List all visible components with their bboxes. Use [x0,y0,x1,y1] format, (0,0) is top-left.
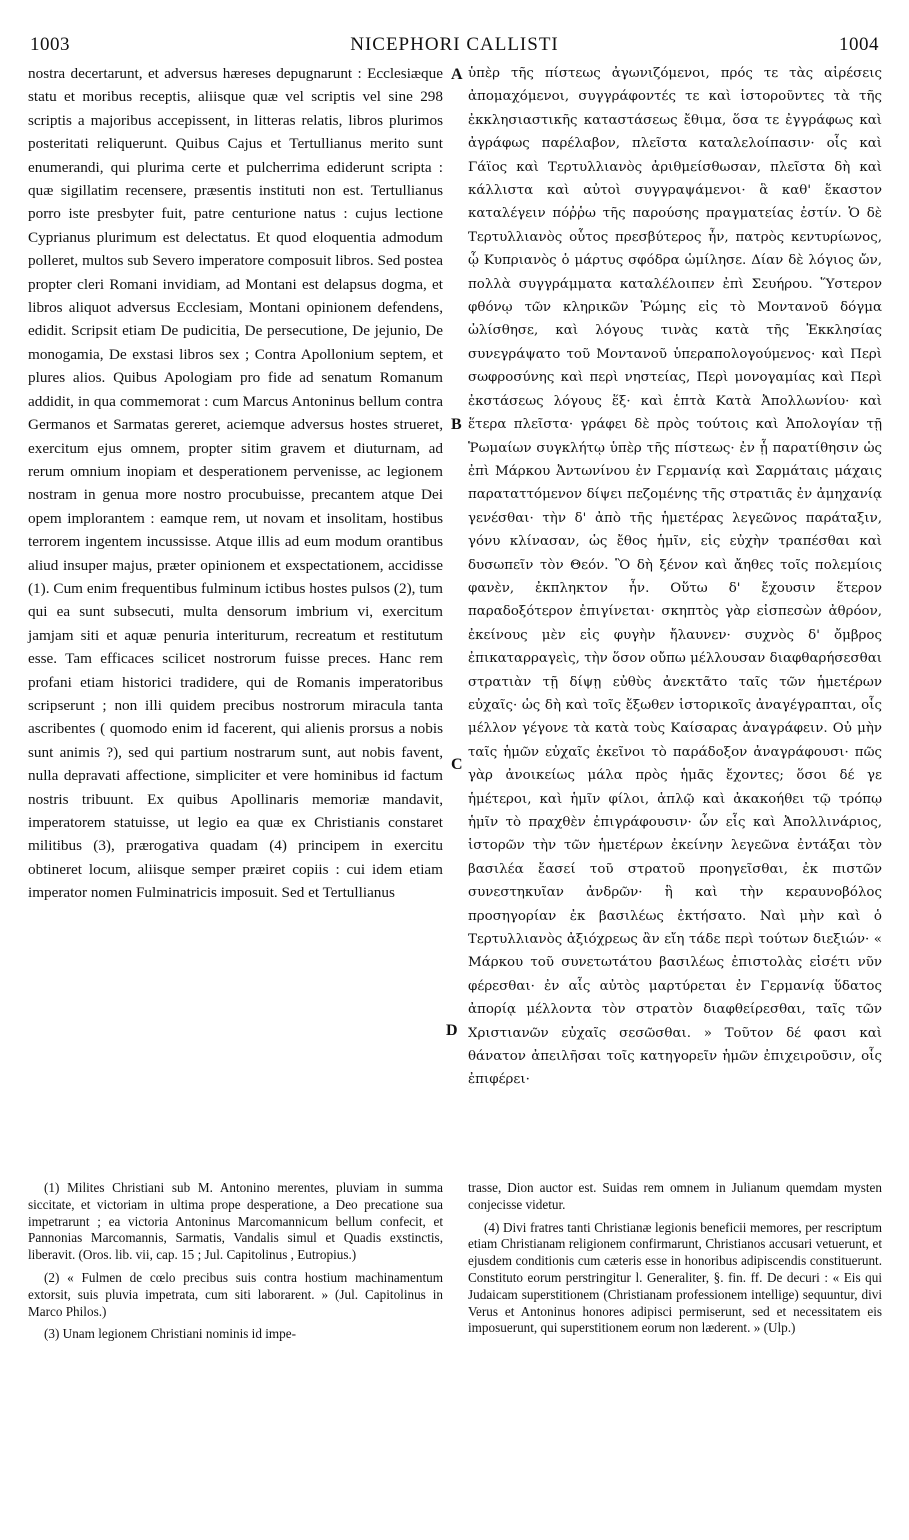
footnote-2: (2) « Fulmen de cœlo precibus suis contra hostium machinamentum extorsit, suis pluvia impetrata, cum siti laborarent. » (Jul. Capitolinus in Marco Philos.) [28,1269,443,1319]
footnote-3: (3) Unam legionem Christiani nominis id impe- [44,1326,296,1342]
footnotes-right [468,1180,882,1343]
footnote-4: (4) Divi fratres tanti Christianæ legionis beneficii memores, per rescriptum etiam Christianam religionem confirmarunt, Christianos accusari vetuerunt, et ejusdem conditionis cum cæteris esse in honoribus adipiscendis constituerunt. Constituto eorum perstringitur l. Generaliter, §. fin. ff. De decuri : « Eis qui Judaicam superstitionem (Christianam professionem intellige) sequuntur, divi Verus et Antoninus honores adipisci permiserunt, sed et necessitatem eis imposuerunt, qui superstitionem eorum non læderent. » (Ulp.) [468,1219,882,1336]
page-number-right: 1004 [839,34,879,55]
page-number-left: 1003 [30,34,70,55]
latin-column [28,62,443,905]
section-marker-c: C [451,756,463,773]
footnotes-left [28,1180,443,1349]
footnote-3-continued: trasse, Dion auctor est. Suidas rem omnem in Julianum quemdam mysten conjecisse videtur. [468,1180,882,1212]
latin-text: nostra decertarunt, et adversus hæreses depugnarunt : Ecclesiæque statu et moribus receptis, aliisque quæ vel scriptis vel sine 298 scriptis a majoribus accepissent, in litteras relatis, libros plurimos posteritati reliquerunt. Quibus Cajus et Tertullianus merito sunt enumerandi, qui plurima certe et pulcherrima ediderunt scripta : quæ sigillatim recensere, præsentis instituti non est. Tertullianus porro iste presbyter fuit, patre centurione natus : cujus lectione Cyprianus plurimum est delectatus. Et quod eloquentia admodum polleret, multos sub Severo imperatore composuit libros. Sed postea propter cleri Romani invidiam, ad Montani est delapsus dogma, et libros aliquot adversus Ecclesiam, Montani opinionem defendens, edidit. Scripsit etiam De pudicitia, De persecutione, De jejunio, De monogamia, De exstasi libros sex ; Contra Apollonium septem, et plures alios. Quibus Apologiam pro fide ad senatum Romanum addidit, in qua commemorat : cum Marcus Antoninus bellum contra Germanos et Sarmatas gereret, aciemque adversus hostes strueret, exercitum ejus omnem, propter sitim gravem et diuturnam, ad rerum omnium inopiam et desperationem pervenisse, ac legionem nostram in genua more nostro procubuisse, precantem atque Dei opem implorantem : eamque rem, ut novam et insolitam, hostibus terrorem ingentem incussisse. Atque illis ad eum modum orantibus aliud insuper majus, præter opinionem et exspectationem, accidisse (1). Cum enim frequentibus fulminum ictibus hostes pulsos (2), tum qui ea sunt subsecuti, multa densorum imbrium vi, exercitum jamjam siti et aquæ penuria interiturum, recreatum et restitutum esse. Tam efficaces scilicet nostrorum fuisse preces. Hanc rem profani etiam historici tradidere, qui de Romanis imperatoribus scripserunt ; non illi quidem precibus nostrorum miracula tanta ascribentes ( quomodo enim id facerent, qui alienis prorsus a nobis sunt animis ?), sed qui partium nostrarum sunt, aut nobis favent, nulla depravati affectione, simpliciter et vere hominibus id factum nostris tribuunt. Ex quibus Apollinaris memoriæ mandavit, imperatorem statuisse, ut legio ea quæ ex Christianis constaret militibus (3), prærogativa quadam (4) principem in exercitu obtineret locum, aliisque semper præiret copiis : cui idem etiam imperator nomen Fulminatricis imposuit. Sed et Tertullianus [28,65,443,902]
section-marker-a: A [451,66,463,83]
greek-text: ὑπὲρ τῆς πίστεως ἀγωνιζόμενοι, πρός τε τὰς αἱρέσεις ἀπομαχόμενοι, συγγράφοντές τε καὶ ἱστοροῦντες τὰ τῆς ἐκκλησιαστικῆς καταστάσεως ἔθιμα, ὅσα τε ἐγγράφως καὶ ἀγράφως παρέλαβον, πλεῖστα καταλελοίπασιν· οἷς καὶ Γάϊος καὶ Τερτυλλιανὸς ἀριθμείσθωσαν, πλεῖστα δὴ καὶ κάλλιστα καὶ αὐτοὶ συγγραψάμενοι· ἃ καθ' ἕκαστον καταλέγειν πόῤῥω τῆς παρούσης πραγματείας ἐστίν. Ὁ δὲ Τερτυλλιανὸς οὗτος πρεσβύτερος ἦν, πατρὸς κεντυρίωνος, ᾧ Κυπριανὸς ὁ μάρτυς σφόδρα ὡμίλησε. Δίαν δὲ λόγιος ὤν, πολλὰ συγγράμματα καταλέλοιπεν ἐπὶ Σευήρου. Ὕστερον φθόνῳ τῶν κληρικῶν Ῥώμης εἰς τὸ Μοντανοῦ δόγμα ὠλίσθησε, καὶ λόγους τινὰς κατὰ τῆς Ἐκκλησίας συνεγράψατο τοῦ Μοντανοῦ ὑπεραπολογούμενος· καὶ Περὶ σωφροσύνης καὶ περὶ νηστείας, Περὶ μονογαμίας καὶ Περὶ ἐκστάσεως λόγους ἕξ· καὶ ἑπτὰ Κατὰ Ἀπολλωνίου· καὶ ἕτερα πλεῖστα· γράφει δὲ πρὸς τούτοις καὶ Ἀπολογίαν τῇ Ῥωμαίων συγκλήτῳ ὑπὲρ τῆς πίστεως· ἐν ᾗ παρατίθησιν ὡς ἐπὶ Μάρκου Ἀντωνίνου ἐν Γερμανίᾳ καὶ Σαρμάταις μάχαις παραταττόμενον δίψει πεζομένης τῆς στρατιᾶς ἐν ἀμηχανίᾳ γενέσθαι· τὴν δ' ἀπὸ τῆς ἡμετέρας λεγεῶνος παράταξιν, γόνυ κλίνασαν, ὡς ἔθος ἡμῖν, εἰς εὐχὴν τραπέσθαι καὶ δυσωπεῖν τὸν Θεόν. Ὃ δὴ ξένον καὶ ἄηθες τοῖς πολεμίοις φανὲν, ἐκπληκτον ἦν. Οὕτω δ' ἔχουσιν ἕτερον παραδοξότερον ἐπιγίνεται· σκηπτὸς γὰρ εἰσπεσὼν ἀθρόον, ἐκείνους μὲν εἰς φυγὴν ἤλαυνεν· συχνὸς δ' ὄμβρος ἐπικαταρραγεὶς, τὴν ὅσον οὔπω μέλλουσαν διαφθαρήσεσθαι στρατιὰν τῇ δίψῃ εὐθὺς ἀνεκτᾶτο ταῖς τῶν ἡμετέρων εὐχαῖς· ὡς δὴ καὶ τοῖς ἔξωθεν ἱστορικοῖς ἀναγέγραπται, οἷς μέλλον γέγονε τὰ κατὰ τοὺς Καίσαρας ἀναγράφειν. Οὐ μὴν ταῖς ἡμῶν εὐχαῖς ἐκεῖνοι τὸ παράδοξον ἀναγράφουσι· πῶς γὰρ ἀνοικείως μάλα πρὸς ἡμᾶς ἔχοντες; ὅσοι δέ γε ἡμέτεροι, καὶ ἡμῖν φίλοι, ἁπλῷ καὶ ἀκακοήθει τῷ τρόπῳ ἡμῖν τὸ πραχθὲν ἐπιγράφουσιν· ὧν εἷς καὶ Ἀπολλινάριος, ἱστορῶν τὴν τῶν ἡμετέρων ἐκείνην λεγεῶνα ἐντάξαι τὸν βασιλέα ἔασεί τοῦ στρατοῦ προηγεῖσθαι, ἐκ πιστῶν συνεστηκυῖαν ἀνδρῶν· ἣ καὶ τὴν κεραυνοβόλος προσηγορίαν ἐκ βασιλέως ἐκτήσατο. Ναὶ μὴν καὶ ὁ Τερτυλλιανὸς ἀξιόχρεως ἂν εἴη τάδε περὶ τούτων διεξιών· « Μάρκου τοῦ συνετωτάτου βασιλέως ἐπιστολὰς εἰσέτι νῦν φέρεσθαι· ἐν αἷς αὐτὸς μαρτύρεται ἐν Γερμανίᾳ ὕδατος ἀπορίᾳ μέλλοντα τὸν στρατὸν διαφθείρεσθαι, ταῖς τῶν Χριστιανῶν εὐχαῖς σεσῶσθαι. » Τοῦτον δέ φασι καὶ θάνατον ἀπειλῆσαι τοῖς κατηγορεῖν ἡμῶν ἐπιχειροῦσιν, οἷς ἐπιφέρει· [468,66,882,1088]
page-header [28,26,881,58]
greek-column [468,62,882,1092]
section-marker-d: D [446,1022,458,1039]
footnote-1: (1) Milites Christiani sub M. Antonino merentes, pluviam in summa siccitate, et victoriam in ultima prope desperatione, a Deo precatione sua impetrarunt ; ea victoria Antoninus Marcomannicum bellum confecit, et Pannonias Marcomannis, Sarmatis, Vandalis simul et Quadis exstinctis, liberavit. (Oros. lib. vii, cap. 15 ; Jul. Capitolinus , Eutropius.) [28,1180,443,1263]
section-marker-b: B [451,416,462,433]
running-title: NICEPHORI CALLISTI [350,34,559,55]
